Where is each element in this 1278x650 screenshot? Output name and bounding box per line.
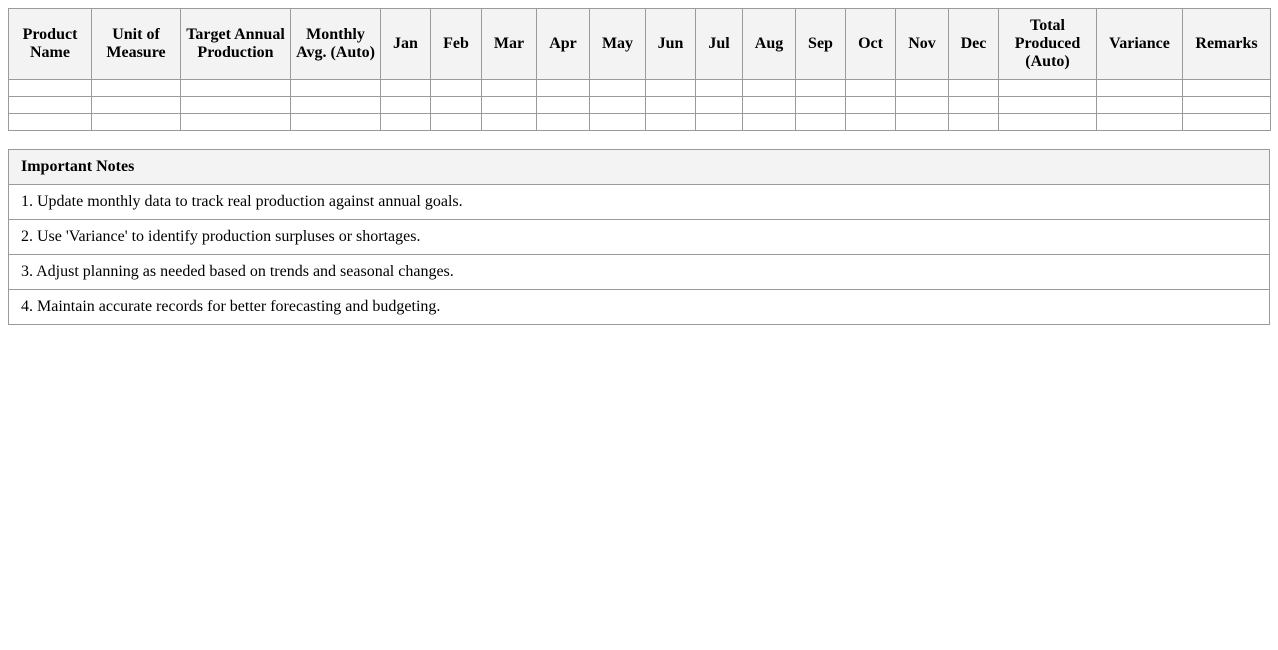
header-jun: Jun <box>646 9 696 80</box>
table-cell[interactable] <box>796 114 846 131</box>
table-cell[interactable] <box>1097 80 1183 97</box>
header-oct: Oct <box>846 9 896 80</box>
table-cell[interactable] <box>1183 80 1271 97</box>
table-cell[interactable] <box>431 97 482 114</box>
note-item: 3. Adjust planning as needed based on trends and seasonal changes. <box>9 255 1270 290</box>
note-item: 1. Update monthly data to track real production against annual goals. <box>9 185 1270 220</box>
table-cell[interactable] <box>846 114 896 131</box>
table-cell[interactable] <box>181 114 291 131</box>
table-cell[interactable] <box>896 80 949 97</box>
table-cell[interactable] <box>646 97 696 114</box>
notes-title: Important Notes <box>9 150 1270 185</box>
header-row <box>9 9 1271 80</box>
header-may: May <box>590 9 646 80</box>
note-item: 4. Maintain accurate records for better forecasting and budgeting. <box>9 290 1270 325</box>
table-cell[interactable] <box>796 97 846 114</box>
table-cell[interactable] <box>431 114 482 131</box>
table-cell[interactable] <box>743 97 796 114</box>
header-remarks: Remarks <box>1183 9 1271 80</box>
header-unit-of-measure: Unit of Measure <box>92 9 181 80</box>
table-cell[interactable] <box>537 80 590 97</box>
header-target-annual-production: Target Annual Production <box>181 9 291 80</box>
table-cell[interactable] <box>482 80 537 97</box>
table-cell[interactable] <box>999 80 1097 97</box>
table-cell[interactable] <box>743 80 796 97</box>
table-cell[interactable] <box>999 114 1097 131</box>
table-cell[interactable] <box>381 97 431 114</box>
table-cell[interactable] <box>1183 97 1271 114</box>
table-cell[interactable] <box>846 80 896 97</box>
table-cell[interactable] <box>482 114 537 131</box>
table-cell[interactable] <box>590 97 646 114</box>
header-total-produced: Total Produced (Auto) <box>999 9 1097 80</box>
table-cell[interactable] <box>537 97 590 114</box>
table-cell[interactable] <box>431 80 482 97</box>
header-apr: Apr <box>537 9 590 80</box>
table-cell[interactable] <box>181 97 291 114</box>
table-cell[interactable] <box>590 80 646 97</box>
production-tracker <box>8 8 1270 131</box>
table-cell[interactable] <box>949 114 999 131</box>
table-cell[interactable] <box>92 97 181 114</box>
header-product-name: Product Name <box>9 9 92 80</box>
table-cell[interactable] <box>646 80 696 97</box>
header-dec: Dec <box>949 9 999 80</box>
note-row <box>9 185 1270 220</box>
table-cell[interactable] <box>949 80 999 97</box>
table-cell[interactable] <box>696 114 743 131</box>
table-cell[interactable] <box>291 80 381 97</box>
note-row <box>9 290 1270 325</box>
table-row <box>9 114 1271 131</box>
table-cell[interactable] <box>896 97 949 114</box>
table-cell[interactable] <box>796 80 846 97</box>
table-cell[interactable] <box>9 80 92 97</box>
table-cell[interactable] <box>381 114 431 131</box>
table-cell[interactable] <box>9 114 92 131</box>
header-nov: Nov <box>896 9 949 80</box>
header-monthly-avg: Monthly Avg. (Auto) <box>291 9 381 80</box>
table-cell[interactable] <box>896 114 949 131</box>
table-cell[interactable] <box>999 97 1097 114</box>
table-cell[interactable] <box>92 80 181 97</box>
table-cell[interactable] <box>696 80 743 97</box>
table-cell[interactable] <box>92 114 181 131</box>
notes-header-row <box>9 150 1270 185</box>
table-cell[interactable] <box>696 97 743 114</box>
header-jan: Jan <box>381 9 431 80</box>
production-table <box>8 8 1271 131</box>
table-cell[interactable] <box>1183 114 1271 131</box>
table-row <box>9 97 1271 114</box>
note-row <box>9 220 1270 255</box>
table-cell[interactable] <box>1097 97 1183 114</box>
header-mar: Mar <box>482 9 537 80</box>
table-cell[interactable] <box>381 80 431 97</box>
header-aug: Aug <box>743 9 796 80</box>
table-cell[interactable] <box>9 97 92 114</box>
production-table-body <box>9 80 1271 131</box>
table-cell[interactable] <box>181 80 291 97</box>
table-cell[interactable] <box>1097 114 1183 131</box>
important-notes <box>8 149 1270 325</box>
table-cell[interactable] <box>482 97 537 114</box>
notes-table <box>8 149 1270 325</box>
header-feb: Feb <box>431 9 482 80</box>
header-sep: Sep <box>796 9 846 80</box>
note-item: 2. Use 'Variance' to identify production surpluses or shortages. <box>9 220 1270 255</box>
table-cell[interactable] <box>590 114 646 131</box>
table-cell[interactable] <box>949 97 999 114</box>
table-cell[interactable] <box>291 97 381 114</box>
table-cell[interactable] <box>291 114 381 131</box>
table-row <box>9 80 1271 97</box>
header-variance: Variance <box>1097 9 1183 80</box>
header-jul: Jul <box>696 9 743 80</box>
table-cell[interactable] <box>846 97 896 114</box>
note-row <box>9 255 1270 290</box>
table-cell[interactable] <box>646 114 696 131</box>
table-cell[interactable] <box>537 114 590 131</box>
table-cell[interactable] <box>743 114 796 131</box>
